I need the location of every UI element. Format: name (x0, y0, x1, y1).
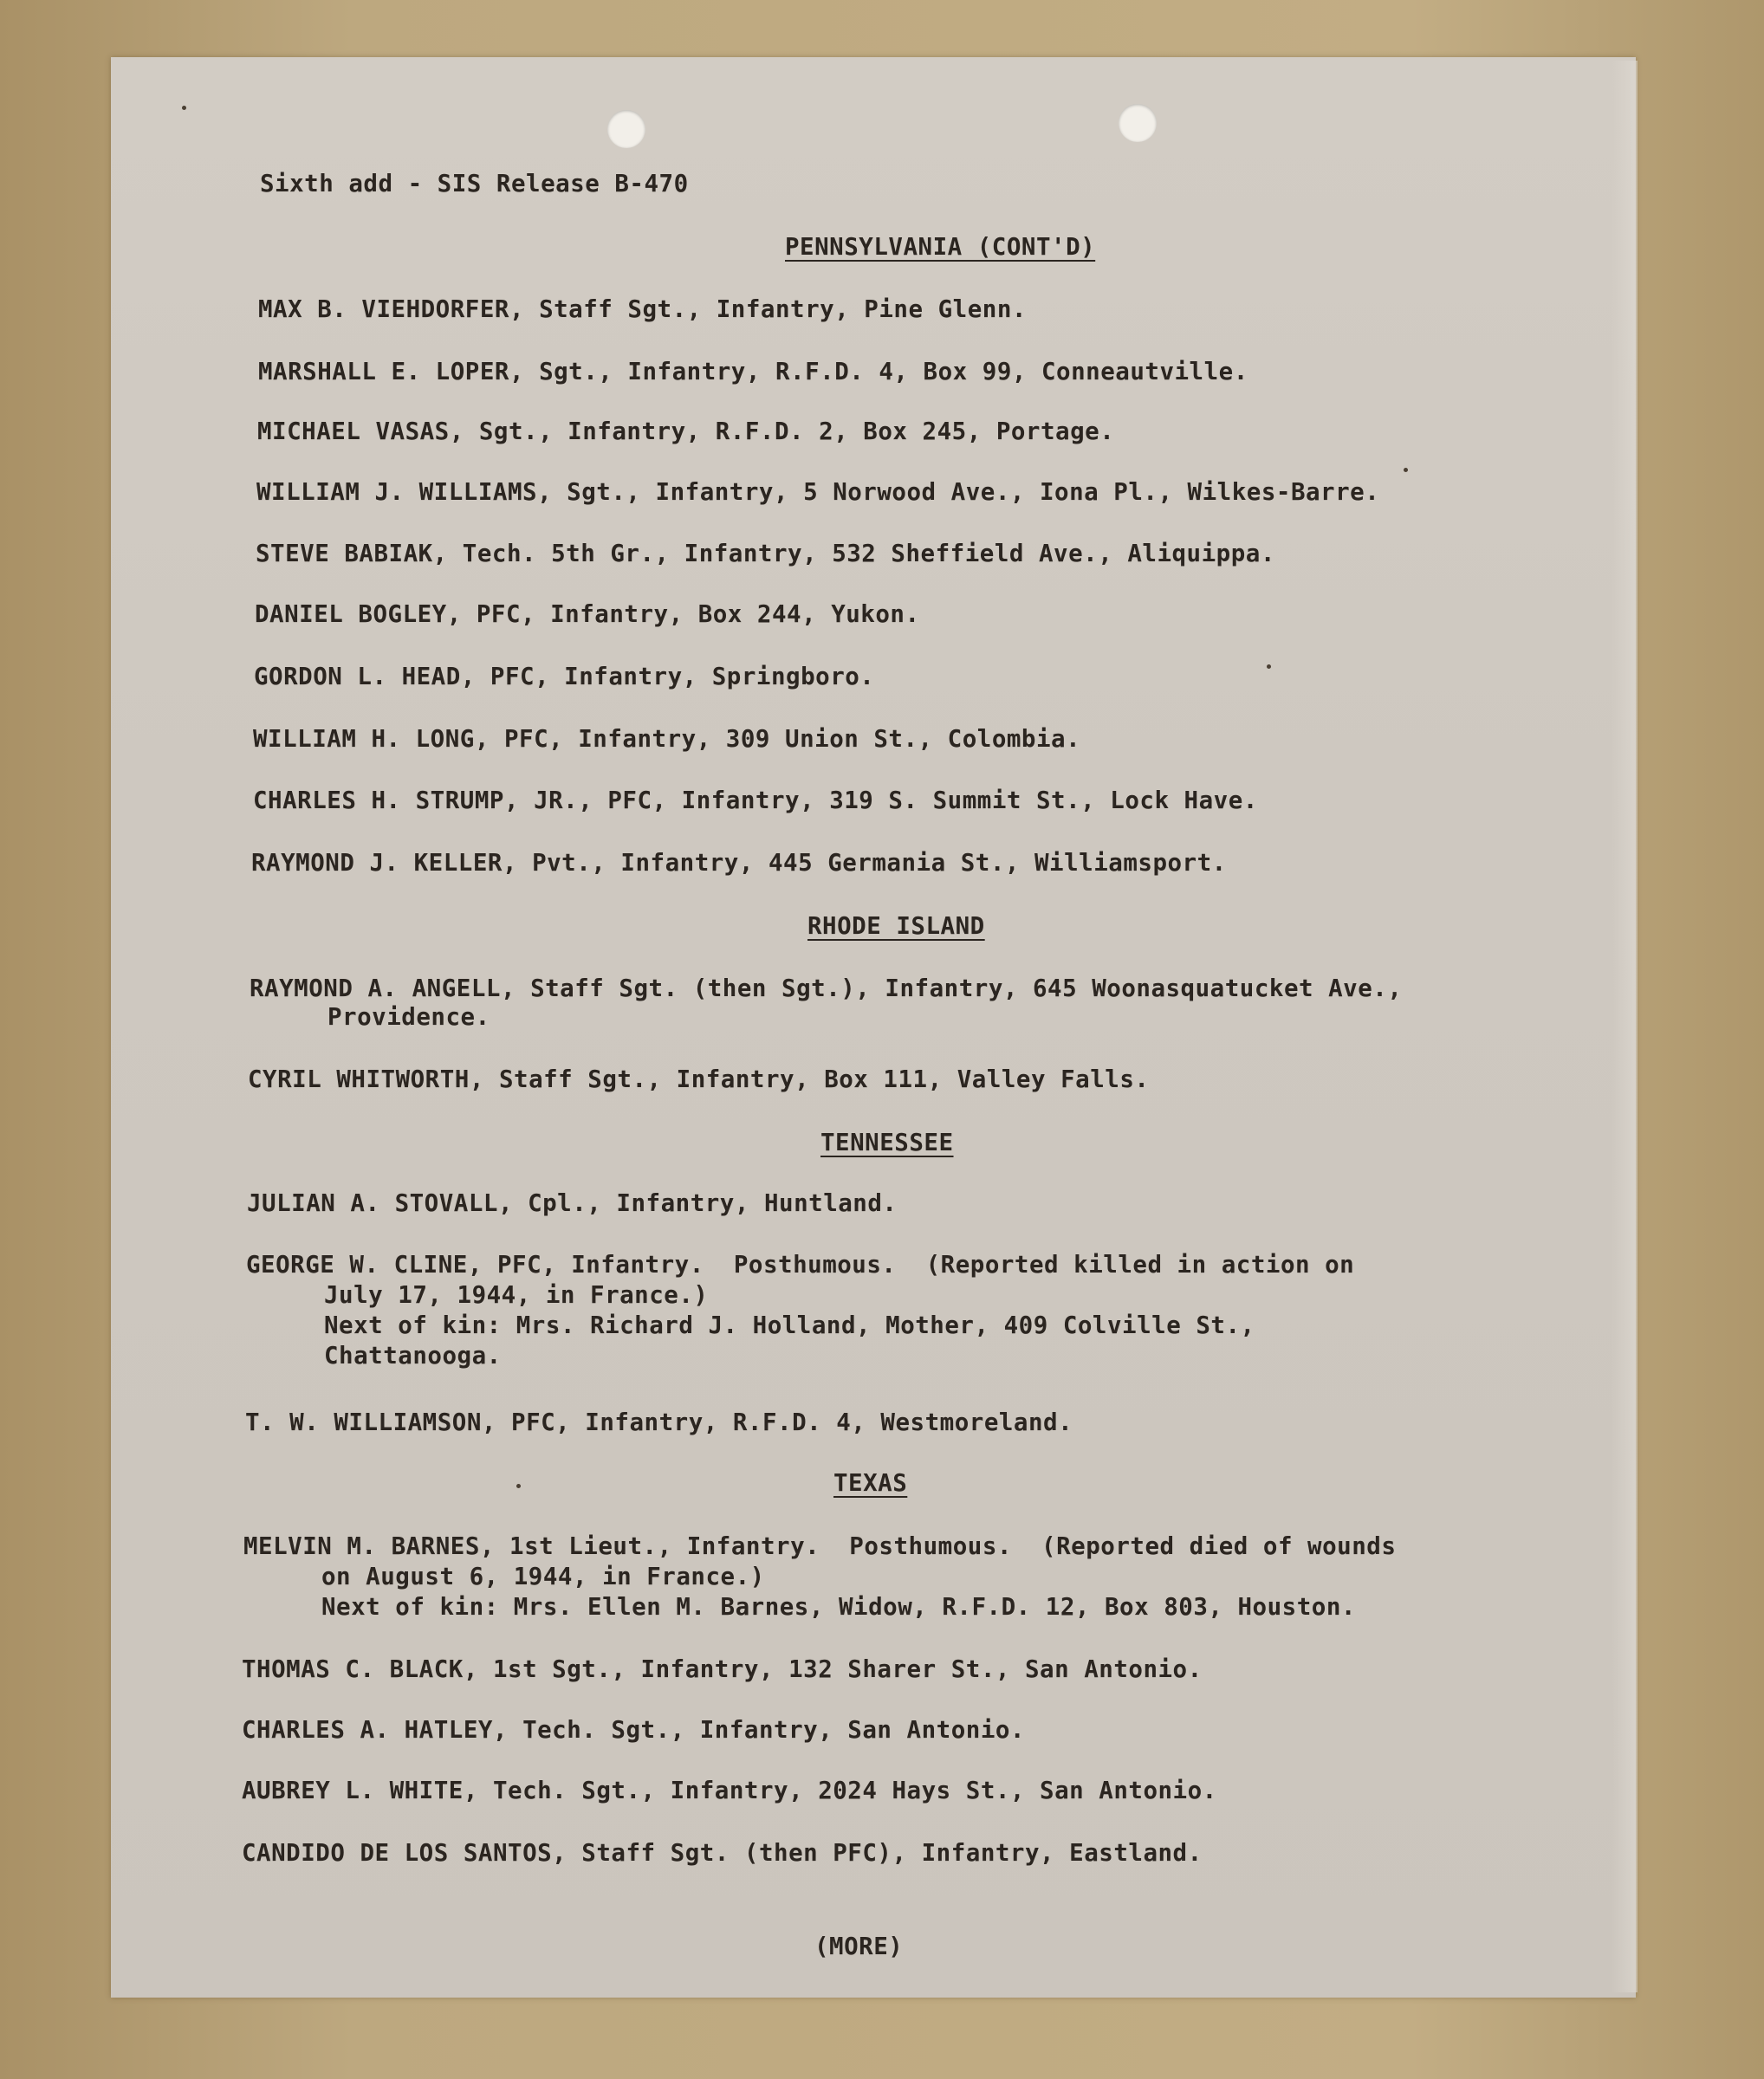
paper-speck (516, 1484, 521, 1488)
entry-continuation: July 17, 1944, in France.) (324, 1281, 709, 1309)
entry-line: MARSHALL E. LOPER, Sgt., Infantry, R.F.D. 4, Box 99, Conneautville. (258, 358, 1248, 385)
paper-speck (1267, 664, 1271, 669)
entry-line: MICHAEL VASAS, Sgt., Infantry, R.F.D. 2, Box 245, Portage. (257, 418, 1115, 445)
entry-line: DANIEL BOGLEY, PFC, Infantry, Box 244, Yukon. (255, 600, 920, 628)
entry-line: THOMAS C. BLACK, 1st Sgt., Infantry, 132 Sharer St., San Antonio. (242, 1655, 1203, 1683)
entry-line: GEORGE W. CLINE, PFC, Infantry. Posthumous. (Reported killed in action on (246, 1251, 1355, 1279)
punch-hole-right (1119, 104, 1157, 142)
entry-continuation: Providence. (328, 1003, 490, 1031)
punch-hole-left (607, 110, 645, 148)
section-heading-rhode-island: RHODE ISLAND (807, 912, 985, 940)
entry-line: GORDON L. HEAD, PFC, Infantry, Springboro. (254, 663, 875, 690)
entry-line: RAYMOND A. ANGELL, Staff Sgt. (then Sgt.), Infantry, 645 Woonasquatucket Ave., (250, 975, 1403, 1002)
entry-line: MELVIN M. BARNES, 1st Lieut., Infantry. Posthumous. (Reported died of wounds (243, 1532, 1397, 1560)
entry-continuation: on August 6, 1944, in France.) (321, 1563, 765, 1590)
paper-speck (1404, 468, 1408, 472)
page-edge (1612, 61, 1638, 1992)
more-footer: (MORE) (814, 1933, 904, 1960)
section-heading-texas: TEXAS (833, 1469, 908, 1497)
release-header: Sixth add - SIS Release B-470 (260, 170, 689, 198)
entry-line: STEVE BABIAK, Tech. 5th Gr., Infantry, 532 Sheffield Ave., Aliquippa. (256, 540, 1275, 567)
entry-line: WILLIAM H. LONG, PFC, Infantry, 309 Union St., Colombia. (253, 725, 1081, 753)
entry-line: AUBREY L. WHITE, Tech. Sgt., Infantry, 2024 Hays St., San Antonio. (242, 1777, 1217, 1804)
entry-line: MAX B. VIEHDORFER, Staff Sgt., Infantry, Pine Glenn. (258, 295, 1027, 323)
entry-line: JULIAN A. STOVALL, Cpl., Infantry, Huntland. (247, 1189, 898, 1217)
entry-line: CHARLES A. HATLEY, Tech. Sgt., Infantry, San Antonio. (242, 1716, 1025, 1744)
entry-line: T. W. WILLIAMSON, PFC, Infantry, R.F.D. 4, Westmoreland. (245, 1409, 1073, 1436)
entry-continuation: Chattanooga. (324, 1342, 502, 1370)
next-of-kin-line: Next of kin: Mrs. Richard J. Holland, Mother, 409 Colville St., (324, 1312, 1255, 1339)
section-heading-pennsylvania: PENNSYLVANIA (CONT'D) (785, 233, 1096, 261)
entry-line: CANDIDO DE LOS SANTOS, Staff Sgt. (then PFC), Infantry, Eastland. (242, 1839, 1203, 1867)
paper-speck (182, 106, 186, 110)
entry-line: RAYMOND J. KELLER, Pvt., Infantry, 445 Germania St., Williamsport. (251, 849, 1227, 877)
entry-line: CYRIL WHITWORTH, Staff Sgt., Infantry, Box 111, Valley Falls. (248, 1065, 1150, 1093)
next-of-kin-line: Next of kin: Mrs. Ellen M. Barnes, Widow, R.F.D. 12, Box 803, Houston. (321, 1593, 1356, 1621)
entry-line: CHARLES H. STRUMP, JR., PFC, Infantry, 319 S. Summit St., Lock Have. (253, 787, 1258, 814)
section-heading-tennessee: TENNESSEE (820, 1129, 954, 1156)
entry-line: WILLIAM J. WILLIAMS, Sgt., Infantry, 5 Norwood Ave., Iona Pl., Wilkes-Barre. (256, 478, 1380, 506)
